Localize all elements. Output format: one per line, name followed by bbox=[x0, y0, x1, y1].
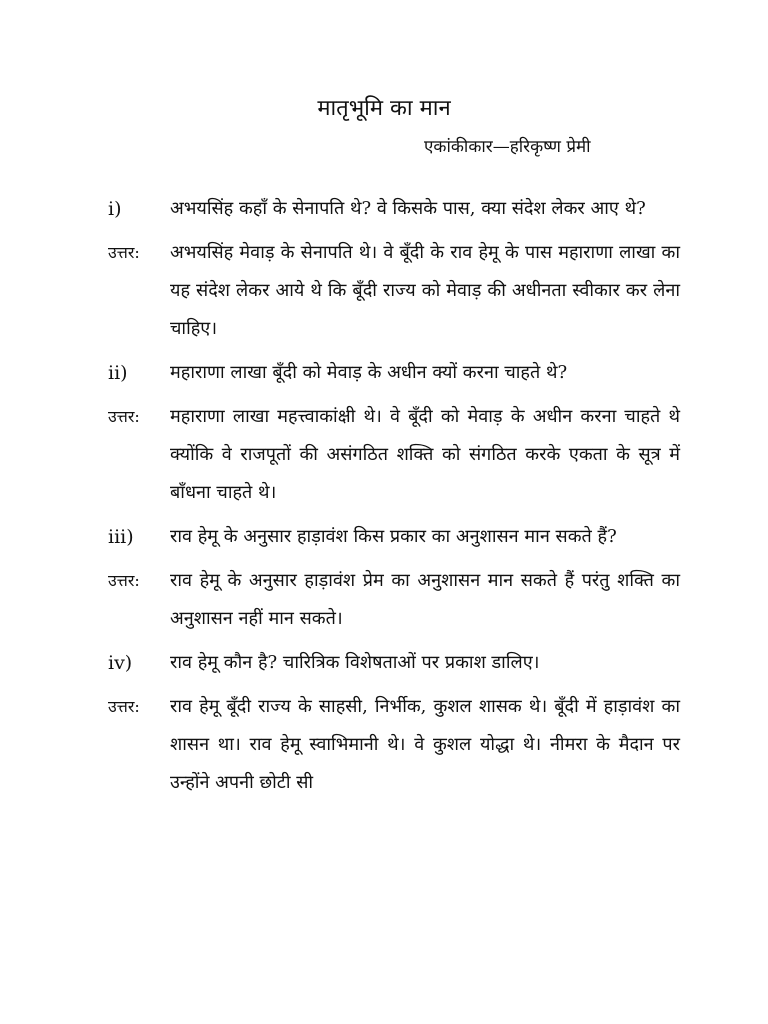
answer-2 bbox=[108, 398, 680, 512]
qa-list bbox=[108, 190, 680, 808]
question-1 bbox=[108, 190, 680, 228]
question-2 bbox=[108, 354, 680, 392]
question-4 bbox=[108, 644, 680, 682]
answer-4-label: उत्तर: bbox=[108, 697, 140, 716]
question-4-text: राव हेमू कौन है? चारित्रिक विशेषताओं पर प्रकाश डालिए। bbox=[170, 652, 540, 673]
answer-1-label: उत्तर: bbox=[108, 243, 140, 262]
question-2-text: महाराणा लाखा बूँदी को मेवाड़ के अधीन क्यों करना चाहते थे? bbox=[170, 362, 568, 383]
question-3-text: राव हेमू के अनुसार हाड़ावंश किस प्रकार का अनुशासन मान सकते हैं? bbox=[170, 526, 617, 547]
question-1-number: i) bbox=[108, 198, 122, 220]
author-line: एकांकीकार—हरिकृष्ण प्रेमी bbox=[424, 137, 591, 157]
answer-4-text: राव हेमू बूँदी राज्य के साहसी, निर्भीक, कुशल शासक थे। बूँदी में हाड़ावंश का शासन था। राव हेमू स्वाभिमानी थे। वे कुशल योद्धा थे। नीमरा के मैदान पर उन्होंने अपनी छोटी सी bbox=[170, 696, 680, 793]
answer-3 bbox=[108, 562, 680, 638]
question-4-number: iv) bbox=[108, 652, 133, 674]
question-3 bbox=[108, 518, 680, 556]
question-2-number: ii) bbox=[108, 362, 128, 384]
document-title: मातृभूमि का मान bbox=[317, 96, 451, 121]
answer-3-label: उत्तर: bbox=[108, 571, 140, 590]
question-1-text: अभयसिंह कहाँ के सेनापति थे? वे किसके पास, क्या संदेश लेकर आए थे? bbox=[170, 198, 646, 219]
answer-2-text: महाराणा लाखा महत्त्वाकांक्षी थे। वे बूँदी को मेवाड़ के अधीन करना चाहते थे क्योंकि वे राजपूतों की असंगठित शक्ति को संगठित करके एकता के सूत्र में बाँधना चाहते थे। bbox=[170, 406, 680, 503]
answer-4 bbox=[108, 688, 680, 802]
answer-1 bbox=[108, 234, 680, 348]
answer-1-text: अभयसिंह मेवाड़ के सेनापति थे। वे बूँदी के राव हेमू के पास महाराणा लाखा का यह संदेश लेकर आये थे कि बूँदी राज्य को मेवाड़ की अधीनता स्वीकार कर लेना चाहिए। bbox=[170, 242, 680, 339]
answer-2-label: उत्तर: bbox=[108, 407, 140, 426]
question-3-number: iii) bbox=[108, 526, 134, 548]
answer-3-text: राव हेमू के अनुसार हाड़ावंश प्रेम का अनुशासन मान सकते हैं परंतु शक्ति का अनुशासन नहीं मान सकते। bbox=[170, 570, 680, 629]
